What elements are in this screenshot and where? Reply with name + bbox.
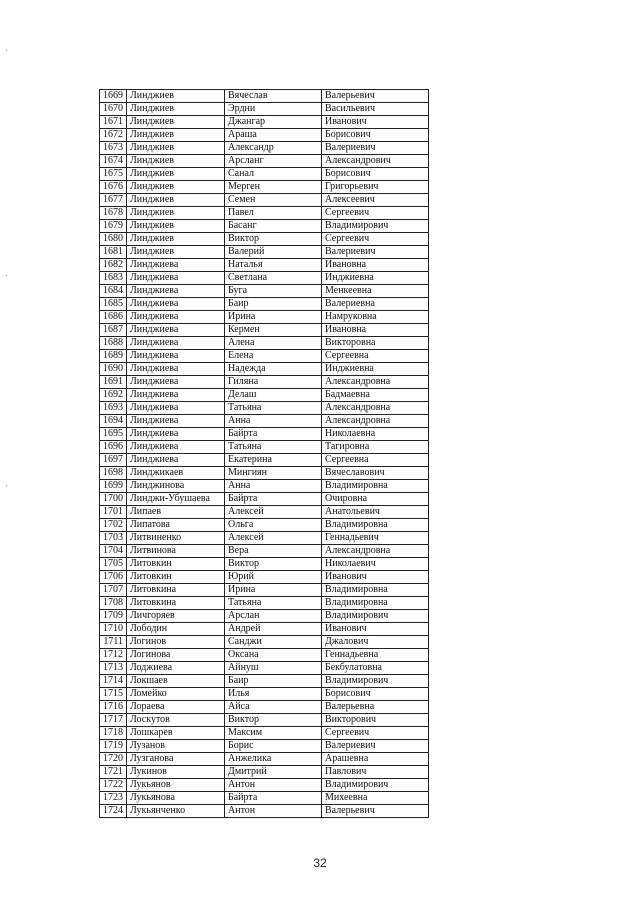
row-number-cell: 1703 (100, 532, 127, 545)
first-name-cell: Айса (225, 701, 322, 714)
page-number: 32 (313, 856, 327, 870)
table-row (100, 623, 429, 636)
last-name-cell: Линджинова (127, 480, 225, 493)
row-number-cell: 1693 (100, 402, 127, 415)
first-name-cell: Надежда (225, 363, 322, 376)
table-row (100, 467, 429, 480)
last-name-cell: Лораева (127, 701, 225, 714)
table-row (100, 558, 429, 571)
table-row (100, 441, 429, 454)
patronymic-cell: Валериевич (322, 246, 429, 259)
row-number-cell: 1694 (100, 415, 127, 428)
first-name-cell: Виктор (225, 714, 322, 727)
last-name-cell: Линджиев (127, 233, 225, 246)
last-name-cell: Линджи-Убушаева (127, 493, 225, 506)
first-name-cell: Арслан (225, 610, 322, 623)
table-row (100, 428, 429, 441)
last-name-cell: Личгоряев (127, 610, 225, 623)
table-row (100, 233, 429, 246)
first-name-cell: Наталья (225, 259, 322, 272)
table-row (100, 90, 429, 103)
patronymic-cell: Инджиевна (322, 272, 429, 285)
row-number-cell: 1676 (100, 181, 127, 194)
table-row (100, 285, 429, 298)
first-name-cell: Мерген (225, 181, 322, 194)
last-name-cell: Логинов (127, 636, 225, 649)
row-number-cell: 1698 (100, 467, 127, 480)
patronymic-cell: Васильевич (322, 103, 429, 116)
patronymic-cell: Михеевна (322, 792, 429, 805)
first-name-cell: Анжелика (225, 753, 322, 766)
row-number-cell: 1724 (100, 805, 127, 818)
first-name-cell: Вера (225, 545, 322, 558)
table-row (100, 181, 429, 194)
names-table-body (100, 90, 429, 818)
table-row (100, 610, 429, 623)
patronymic-cell: Ивановна (322, 259, 429, 272)
first-name-cell: Санал (225, 168, 322, 181)
table-row (100, 805, 429, 818)
row-number-cell: 1696 (100, 441, 127, 454)
first-name-cell: Эрдни (225, 103, 322, 116)
row-number-cell: 1677 (100, 194, 127, 207)
row-number-cell: 1722 (100, 779, 127, 792)
table-row (100, 662, 429, 675)
last-name-cell: Линджиева (127, 376, 225, 389)
first-name-cell: Анна (225, 480, 322, 493)
row-number-cell: 1673 (100, 142, 127, 155)
patronymic-cell: Ивановна (322, 324, 429, 337)
last-name-cell: Лободин (127, 623, 225, 636)
patronymic-cell: Борисович (322, 129, 429, 142)
last-name-cell: Литовкина (127, 584, 225, 597)
last-name-cell: Логинова (127, 649, 225, 662)
row-number-cell: 1705 (100, 558, 127, 571)
table-row (100, 259, 429, 272)
row-number-cell: 1687 (100, 324, 127, 337)
row-number-cell: 1672 (100, 129, 127, 142)
patronymic-cell: Очировна (322, 493, 429, 506)
patronymic-cell: Инджиевна (322, 363, 429, 376)
table-row (100, 168, 429, 181)
first-name-cell: Ирина (225, 311, 322, 324)
first-name-cell: Ирина (225, 584, 322, 597)
row-number-cell: 1685 (100, 298, 127, 311)
row-number-cell: 1720 (100, 753, 127, 766)
last-name-cell: Литовкин (127, 571, 225, 584)
first-name-cell: Мингиян (225, 467, 322, 480)
last-name-cell: Линджиев (127, 181, 225, 194)
table-row (100, 714, 429, 727)
row-number-cell: 1692 (100, 389, 127, 402)
row-number-cell: 1712 (100, 649, 127, 662)
table-row (100, 142, 429, 155)
table-row (100, 545, 429, 558)
last-name-cell: Линджиев (127, 142, 225, 155)
first-name-cell: Елена (225, 350, 322, 363)
last-name-cell: Липаев (127, 506, 225, 519)
last-name-cell: Линджиева (127, 285, 225, 298)
first-name-cell: Андрей (225, 623, 322, 636)
table-row (100, 753, 429, 766)
row-number-cell: 1721 (100, 766, 127, 779)
last-name-cell: Линджиева (127, 363, 225, 376)
row-number-cell: 1713 (100, 662, 127, 675)
patronymic-cell: Бадмаевна (322, 389, 429, 402)
last-name-cell: Ломейко (127, 688, 225, 701)
row-number-cell: 1710 (100, 623, 127, 636)
table-row (100, 155, 429, 168)
patronymic-cell: Менкеевна (322, 285, 429, 298)
first-name-cell: Санджи (225, 636, 322, 649)
row-number-cell: 1669 (100, 90, 127, 103)
last-name-cell: Лоскутов (127, 714, 225, 727)
first-name-cell: Басанг (225, 220, 322, 233)
patronymic-cell: Геннадьевна (322, 649, 429, 662)
patronymic-cell: Валериевна (322, 298, 429, 311)
row-number-cell: 1702 (100, 519, 127, 532)
patronymic-cell: Сергеевич (322, 207, 429, 220)
table-row (100, 480, 429, 493)
last-name-cell: Линджиева (127, 402, 225, 415)
first-name-cell: Вячеслав (225, 90, 322, 103)
names-table (99, 89, 429, 818)
table-row (100, 584, 429, 597)
row-number-cell: 1699 (100, 480, 127, 493)
patronymic-cell: Владимирович (322, 610, 429, 623)
table-row (100, 220, 429, 233)
row-number-cell: 1684 (100, 285, 127, 298)
row-number-cell: 1682 (100, 259, 127, 272)
row-number-cell: 1700 (100, 493, 127, 506)
first-name-cell: Валерий (225, 246, 322, 259)
row-number-cell: 1688 (100, 337, 127, 350)
row-number-cell: 1707 (100, 584, 127, 597)
table-row (100, 519, 429, 532)
patronymic-cell: Борисович (322, 168, 429, 181)
table-row (100, 532, 429, 545)
patronymic-cell: Анатольевич (322, 506, 429, 519)
row-number-cell: 1715 (100, 688, 127, 701)
last-name-cell: Линджиева (127, 415, 225, 428)
patronymic-cell: Сергеевна (322, 350, 429, 363)
table-row (100, 363, 429, 376)
table-row (100, 792, 429, 805)
first-name-cell: Араша (225, 129, 322, 142)
patronymic-cell: Александровна (322, 415, 429, 428)
patronymic-cell: Сергеевич (322, 233, 429, 246)
patronymic-cell: Борисович (322, 688, 429, 701)
table-row (100, 337, 429, 350)
patronymic-cell: Владимировна (322, 597, 429, 610)
last-name-cell: Лукьянова (127, 792, 225, 805)
first-name-cell: Ольга (225, 519, 322, 532)
last-name-cell: Линджиева (127, 272, 225, 285)
first-name-cell: Арсланг (225, 155, 322, 168)
table-row (100, 506, 429, 519)
table-row (100, 454, 429, 467)
row-number-cell: 1701 (100, 506, 127, 519)
patronymic-cell: Александровна (322, 402, 429, 415)
first-name-cell: Антон (225, 779, 322, 792)
table-row (100, 129, 429, 142)
last-name-cell: Лоджиева (127, 662, 225, 675)
last-name-cell: Линджикаев (127, 467, 225, 480)
table-row (100, 350, 429, 363)
last-name-cell: Лукьянов (127, 779, 225, 792)
table-row (100, 324, 429, 337)
last-name-cell: Линджиев (127, 246, 225, 259)
row-number-cell: 1681 (100, 246, 127, 259)
row-number-cell: 1671 (100, 116, 127, 129)
table-row (100, 298, 429, 311)
row-number-cell: 1711 (100, 636, 127, 649)
scan-margin-mark (6, 275, 7, 276)
patronymic-cell: Валерьевич (322, 805, 429, 818)
table-row (100, 194, 429, 207)
last-name-cell: Линджиева (127, 454, 225, 467)
first-name-cell: Борис (225, 740, 322, 753)
last-name-cell: Линджиева (127, 350, 225, 363)
last-name-cell: Липатова (127, 519, 225, 532)
row-number-cell: 1714 (100, 675, 127, 688)
last-name-cell: Лукьянченко (127, 805, 225, 818)
table-row (100, 402, 429, 415)
first-name-cell: Кермен (225, 324, 322, 337)
patronymic-cell: Александровна (322, 376, 429, 389)
first-name-cell: Баир (225, 298, 322, 311)
patronymic-cell: Тагировна (322, 441, 429, 454)
first-name-cell: Байрта (225, 493, 322, 506)
row-number-cell: 1674 (100, 155, 127, 168)
table-row (100, 766, 429, 779)
first-name-cell: Александр (225, 142, 322, 155)
patronymic-cell: Валерьевич (322, 90, 429, 103)
row-number-cell: 1697 (100, 454, 127, 467)
patronymic-cell: Валериевич (322, 142, 429, 155)
first-name-cell: Семен (225, 194, 322, 207)
first-name-cell: Светлана (225, 272, 322, 285)
patronymic-cell: Валерьевна (322, 701, 429, 714)
first-name-cell: Виктор (225, 233, 322, 246)
patronymic-cell: Александрович (322, 155, 429, 168)
row-number-cell: 1678 (100, 207, 127, 220)
table-row (100, 688, 429, 701)
patronymic-cell: Иванович (322, 571, 429, 584)
patronymic-cell: Сергеевич (322, 727, 429, 740)
last-name-cell: Линджиева (127, 311, 225, 324)
first-name-cell: Буга (225, 285, 322, 298)
last-name-cell: Линджиева (127, 441, 225, 454)
patronymic-cell: Александровна (322, 545, 429, 558)
last-name-cell: Линджиев (127, 116, 225, 129)
row-number-cell: 1704 (100, 545, 127, 558)
row-number-cell: 1680 (100, 233, 127, 246)
patronymic-cell: Алексеевич (322, 194, 429, 207)
last-name-cell: Лузанов (127, 740, 225, 753)
patronymic-cell: Бекбулатовна (322, 662, 429, 675)
row-number-cell: 1708 (100, 597, 127, 610)
patronymic-cell: Николаевна (322, 428, 429, 441)
patronymic-cell: Иванович (322, 623, 429, 636)
scan-margin-mark (6, 485, 7, 486)
first-name-cell: Виктор (225, 558, 322, 571)
table-row (100, 779, 429, 792)
table-row (100, 727, 429, 740)
row-number-cell: 1695 (100, 428, 127, 441)
patronymic-cell: Владимировна (322, 584, 429, 597)
table-row (100, 415, 429, 428)
last-name-cell: Линджиева (127, 298, 225, 311)
last-name-cell: Лузганова (127, 753, 225, 766)
table-row (100, 311, 429, 324)
patronymic-cell: Владимировна (322, 519, 429, 532)
row-number-cell: 1706 (100, 571, 127, 584)
row-number-cell: 1716 (100, 701, 127, 714)
row-number-cell: 1723 (100, 792, 127, 805)
patronymic-cell: Арашевна (322, 753, 429, 766)
row-number-cell: 1719 (100, 740, 127, 753)
first-name-cell: Екатерина (225, 454, 322, 467)
table-row (100, 116, 429, 129)
last-name-cell: Лошкарев (127, 727, 225, 740)
last-name-cell: Литовкина (127, 597, 225, 610)
patronymic-cell: Викторович (322, 714, 429, 727)
table-row (100, 376, 429, 389)
last-name-cell: Линджиев (127, 194, 225, 207)
scan-margin-mark (6, 50, 7, 51)
first-name-cell: Татьяна (225, 402, 322, 415)
first-name-cell: Татьяна (225, 597, 322, 610)
table-row (100, 389, 429, 402)
first-name-cell: Юрий (225, 571, 322, 584)
table-row (100, 675, 429, 688)
first-name-cell: Алена (225, 337, 322, 350)
first-name-cell: Байрта (225, 428, 322, 441)
last-name-cell: Линджиев (127, 155, 225, 168)
table-row (100, 597, 429, 610)
last-name-cell: Линджиев (127, 90, 225, 103)
first-name-cell: Дмитрий (225, 766, 322, 779)
first-name-cell: Баир (225, 675, 322, 688)
last-name-cell: Линджиев (127, 103, 225, 116)
patronymic-cell: Викторовна (322, 337, 429, 350)
table-row (100, 701, 429, 714)
patronymic-cell: Николаевич (322, 558, 429, 571)
patronymic-cell: Джалович (322, 636, 429, 649)
patronymic-cell: Геннадьевич (322, 532, 429, 545)
last-name-cell: Локшаев (127, 675, 225, 688)
first-name-cell: Гиляна (225, 376, 322, 389)
row-number-cell: 1679 (100, 220, 127, 233)
first-name-cell: Максим (225, 727, 322, 740)
row-number-cell: 1690 (100, 363, 127, 376)
last-name-cell: Линджиева (127, 324, 225, 337)
first-name-cell: Анна (225, 415, 322, 428)
last-name-cell: Литвинова (127, 545, 225, 558)
last-name-cell: Линджиева (127, 337, 225, 350)
last-name-cell: Линджиев (127, 129, 225, 142)
row-number-cell: 1717 (100, 714, 127, 727)
last-name-cell: Литвиненко (127, 532, 225, 545)
last-name-cell: Лукинов (127, 766, 225, 779)
first-name-cell: Джангар (225, 116, 322, 129)
patronymic-cell: Валериевич (322, 740, 429, 753)
last-name-cell: Линджиев (127, 207, 225, 220)
patronymic-cell: Вячеславович (322, 467, 429, 480)
table-row (100, 493, 429, 506)
table-row (100, 636, 429, 649)
patronymic-cell: Владимирович (322, 779, 429, 792)
row-number-cell: 1683 (100, 272, 127, 285)
first-name-cell: Байрта (225, 792, 322, 805)
row-number-cell: 1709 (100, 610, 127, 623)
row-number-cell: 1689 (100, 350, 127, 363)
row-number-cell: 1686 (100, 311, 127, 324)
patronymic-cell: Павлович (322, 766, 429, 779)
patronymic-cell: Владимировна (322, 480, 429, 493)
row-number-cell: 1691 (100, 376, 127, 389)
last-name-cell: Литовкин (127, 558, 225, 571)
table-row (100, 740, 429, 753)
last-name-cell: Линджиева (127, 389, 225, 402)
first-name-cell: Алексей (225, 532, 322, 545)
first-name-cell: Илья (225, 688, 322, 701)
table-row (100, 103, 429, 116)
first-name-cell: Оксана (225, 649, 322, 662)
first-name-cell: Антон (225, 805, 322, 818)
last-name-cell: Линджиев (127, 168, 225, 181)
table-row (100, 272, 429, 285)
patronymic-cell: Владимирович (322, 220, 429, 233)
first-name-cell: Айнуш (225, 662, 322, 675)
row-number-cell: 1670 (100, 103, 127, 116)
first-name-cell: Алексей (225, 506, 322, 519)
table-row (100, 207, 429, 220)
row-number-cell: 1675 (100, 168, 127, 181)
first-name-cell: Татьяна (225, 441, 322, 454)
last-name-cell: Линджиева (127, 428, 225, 441)
table-row (100, 571, 429, 584)
patronymic-cell: Сергеевна (322, 454, 429, 467)
table-row (100, 246, 429, 259)
table-row (100, 649, 429, 662)
patronymic-cell: Иванович (322, 116, 429, 129)
patronymic-cell: Григорьевич (322, 181, 429, 194)
first-name-cell: Павел (225, 207, 322, 220)
row-number-cell: 1718 (100, 727, 127, 740)
last-name-cell: Линджиева (127, 259, 225, 272)
first-name-cell: Делаш (225, 389, 322, 402)
patronymic-cell: Владимирович (322, 675, 429, 688)
patronymic-cell: Намруковна (322, 311, 429, 324)
last-name-cell: Линджиев (127, 220, 225, 233)
